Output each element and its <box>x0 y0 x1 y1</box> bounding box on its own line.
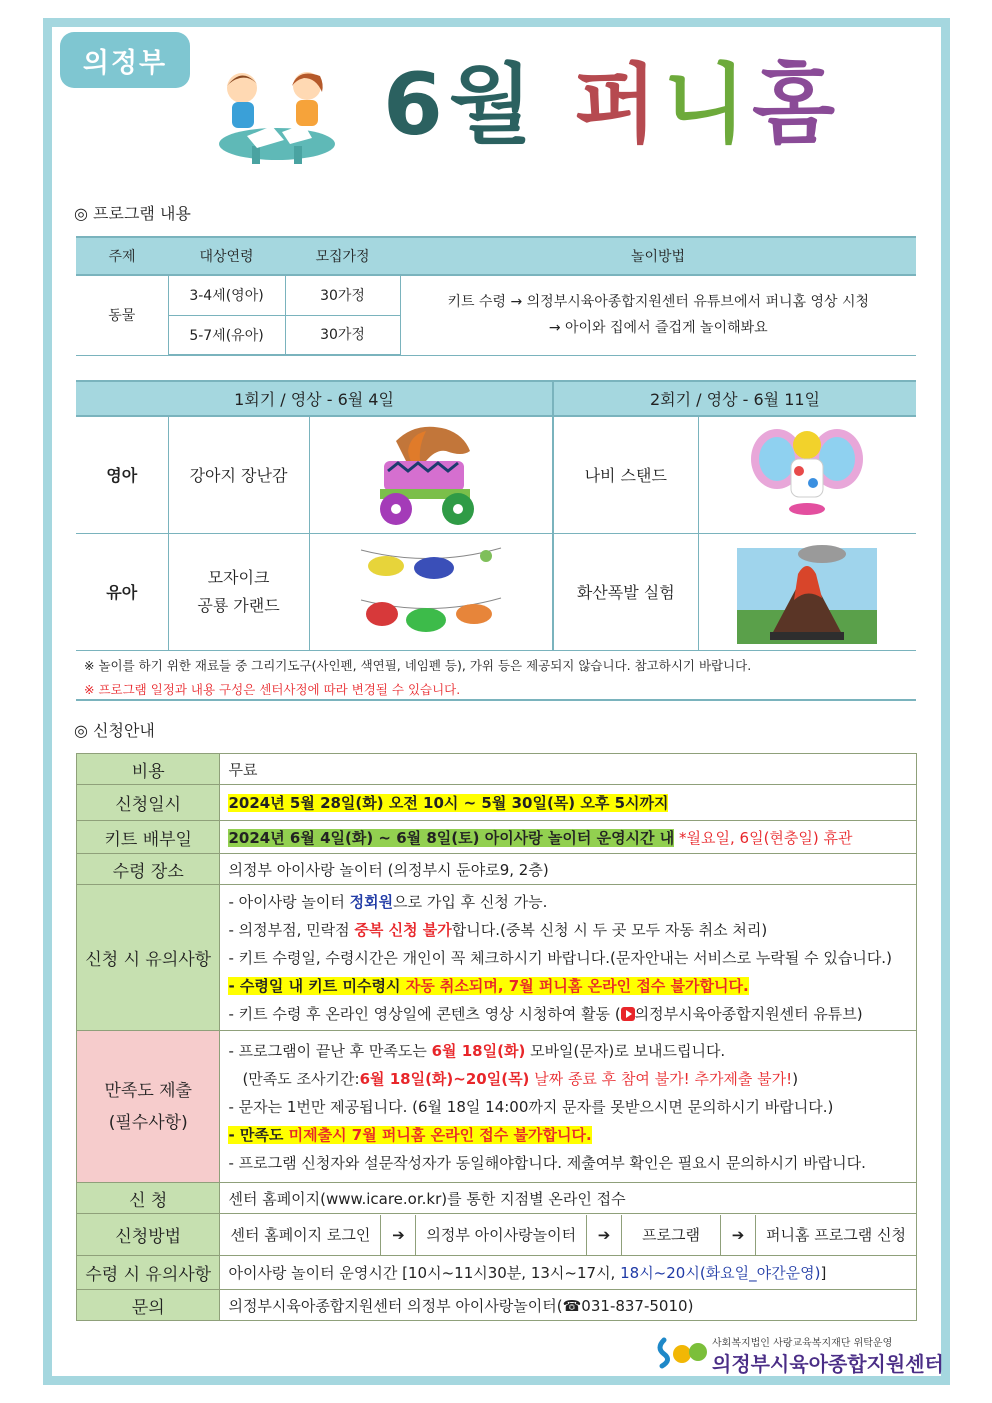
arrow-icon: ➔ <box>380 1215 416 1255</box>
receive-label: 수령 시 유의사항 <box>77 1256 220 1290</box>
families-cell: 30가정 <box>285 315 400 355</box>
apply-section-title: ◎ 신청안내 <box>74 721 155 740</box>
survey-text: - 만족도 <box>228 1125 289 1144</box>
caution-item: - 키트 수령일, 수령시간은 개인이 꼭 체크하시기 바랍니다.(문자안내는 서비스로 누락될 수 있습니다.) <box>228 948 892 967</box>
survey-text: - 프로그램이 끝난 후 만족도는 <box>228 1041 432 1060</box>
caution-text: - 키트 수령 후 온라인 영상일에 콘텐츠 영상 시청하여 활동 ( <box>228 1004 621 1023</box>
survey-text: ) <box>792 1069 799 1088</box>
receive-value <box>220 1256 917 1290</box>
footer-operator: 사회복지법인 사랑교육복지재단 위탁운영 <box>712 1338 893 1349</box>
date-text: 2024년 5월 28일(화) 오전 10시 ~ 5월 30일(목) 오후 5시까지 <box>228 794 669 812</box>
apply-label: 신 청 <box>77 1183 220 1214</box>
caution-emph: 정회원 <box>349 892 394 911</box>
survey-item: - 프로그램 신청자와 설문작성자가 동일해야합니다. 제출여부 확인은 필요시 문의하시기 바랍니다. <box>228 1153 866 1172</box>
program-section-title: ◎ 프로그램 내용 <box>74 204 191 223</box>
survey-emph: 미제출시 7월 퍼니홈 온라인 접수 불가합니다. <box>288 1125 592 1144</box>
program-table <box>76 236 916 356</box>
toddler-session-1-line-1: 모자이크 <box>207 567 270 587</box>
title-char-3: 홈 <box>752 55 842 155</box>
survey-emph: 6월 18일(화) <box>431 1041 526 1060</box>
apply-value: 센터 홈페이지(www.icare.or.kr)를 통한 지점별 온라인 접수 <box>220 1183 917 1214</box>
kit-closed-note: *월요일, 6일(현충일) 휴관 <box>674 828 853 847</box>
receive-emph: 18시~20시(화요일_야간운영) <box>620 1264 821 1282</box>
kit-value <box>220 821 917 854</box>
survey-text: (만족도 조사기간: <box>242 1069 360 1088</box>
toddler-session-1-line-2: 공룡 가랜드 <box>197 595 280 615</box>
session-2-header: 2회기 / 영상 - 6월 11일 <box>553 381 916 416</box>
place-value: 의정부 아이사랑 놀이터 (의정부시 둔야로9, 2층) <box>220 854 917 885</box>
col-theme: 주제 <box>76 237 168 275</box>
infant-label: 영아 <box>76 416 168 533</box>
contact-value: 의정부시육아종합지원센터 의정부 아이사랑놀이터(☎031-837-5010) <box>220 1290 917 1321</box>
survey-highlight <box>228 1126 591 1144</box>
receive-text: ] <box>820 1264 827 1282</box>
main-title <box>383 55 842 155</box>
survey-item <box>228 1037 908 1065</box>
infant-session-2: 나비 스탠드 <box>553 416 698 533</box>
caution-item <box>228 1000 908 1028</box>
method-line-2: → 아이와 집에서 즐겁게 놀이해봐요 <box>548 320 768 337</box>
method-label: 신청방법 <box>77 1214 220 1256</box>
footer-center-name: 의정부시육아종합지원센터 <box>712 1352 944 1376</box>
arrow-icon: ➔ <box>586 1215 622 1255</box>
youtube-icon <box>621 1007 635 1021</box>
infant-session-1: 강아지 장난감 <box>168 416 309 533</box>
col-families: 모집가정 <box>285 237 400 275</box>
materials-note: ※ 놀이를 하기 위한 재료들 중 그리기도구(사인펜, 색연필, 네임펜 등), 가위 등은 제공되지 않습니다. 참고하시기 바랍니다. <box>84 658 752 673</box>
cost-value: 무료 <box>220 754 917 785</box>
caution-item <box>228 972 908 1000</box>
survey-text: 모바일(문자)로 보내드립니다. <box>525 1041 726 1060</box>
survey-emph: 6월 18일(화)~20일(목) <box>359 1069 530 1088</box>
butterfly-stand-image <box>698 416 916 533</box>
dino-garland-image <box>309 533 553 650</box>
survey-label-line-1: 만족도 제출 <box>104 1080 192 1101</box>
title-month: 6월 <box>383 55 574 155</box>
toddler-label: 유아 <box>76 533 168 650</box>
contact-label: 문의 <box>77 1290 220 1321</box>
survey-item: - 문자는 1번만 제공됩니다. (6월 18일 14:00까지 문자를 못받으시면 문의하시기 바랍니다.) <box>228 1097 834 1116</box>
cost-label: 비용 <box>77 754 220 785</box>
step-playground: 의정부 아이사랑놀이터 <box>426 1226 577 1244</box>
volcano-image <box>698 533 916 650</box>
region-badge: 의정부 <box>60 32 190 88</box>
step-login: 센터 홈페이지 로그인 <box>230 1226 371 1244</box>
kids-illustration <box>212 66 342 166</box>
apply-table <box>76 753 917 1321</box>
survey-label <box>77 1031 220 1183</box>
col-age: 대상연령 <box>168 237 285 275</box>
section-divider <box>76 699 916 701</box>
step-funnyhome: 퍼니홈 프로그램 신청 <box>766 1226 906 1244</box>
caution-text: 으로 가입 후 신청 가능. <box>393 892 548 911</box>
date-label: 신청일시 <box>77 785 220 821</box>
caution-item <box>228 888 908 916</box>
theme-cell: 동물 <box>76 275 168 355</box>
caution-emph: 자동 취소되며, 7월 퍼니홈 온라인 접수 불가합니다. <box>405 976 749 995</box>
toddler-session-2: 화산폭발 실험 <box>553 533 698 650</box>
survey-label-line-2: (필수사항) <box>108 1112 188 1133</box>
caution-text: 합니다.(중복 신청 시 두 곳 모두 자동 취소 처리) <box>451 920 768 939</box>
method-cell <box>400 275 916 355</box>
caution-highlight <box>228 977 748 995</box>
col-method: 놀이방법 <box>400 237 916 275</box>
title-char-1: 퍼 <box>573 55 663 155</box>
caution-emph: 중복 신청 불가 <box>354 920 452 939</box>
caution-list <box>220 885 917 1031</box>
method-steps <box>220 1214 917 1256</box>
age-cell: 3-4세(영아) <box>168 275 285 315</box>
sessions-table <box>76 380 916 651</box>
toddler-session-1 <box>168 533 309 650</box>
arrow-icon: ➔ <box>720 1215 756 1255</box>
caution-text: - 아이사랑 놀이터 <box>228 892 350 911</box>
families-cell: 30가정 <box>285 275 400 315</box>
survey-emph: 날짜 종료 후 참여 불가! 추가제출 불가! <box>529 1069 793 1088</box>
caution-text: - 수령일 내 키트 미수령시 <box>228 976 406 995</box>
method-line-1: 키트 수령 → 의정부시육아종합지원센터 유튜브에서 퍼니홈 영상 시청 <box>447 294 870 311</box>
schedule-change-note: ※ 프로그램 일정과 내용 구성은 센터사정에 따라 변경될 수 있습니다. <box>84 682 461 697</box>
date-value <box>220 785 917 821</box>
dog-toy-image <box>309 416 553 533</box>
caution-text: - 의정부점, 민락점 <box>228 920 355 939</box>
place-label: 수령 장소 <box>77 854 220 885</box>
age-cell: 5-7세(유아) <box>168 315 285 355</box>
survey-list <box>220 1031 917 1183</box>
kit-label: 키트 배부일 <box>77 821 220 854</box>
step-program: 프로그램 <box>642 1226 701 1244</box>
survey-item <box>228 1121 908 1149</box>
receive-text: 아이사랑 놀이터 운영시간 [10시~11시30분, 13시~17시, <box>228 1264 621 1282</box>
center-logo-icon <box>654 1334 710 1370</box>
caution-item <box>228 916 908 944</box>
title-char-2: 니 <box>662 55 753 155</box>
caution-label: 신청 시 유의사항 <box>77 885 220 1031</box>
kit-date: 2024년 6월 4일(화) ~ 6월 8일(토) 아이사랑 놀이터 운영시간 내 <box>228 828 675 847</box>
caution-text: 의정부시육아종합지원센터 유튜브) <box>634 1004 863 1023</box>
session-1-header: 1회기 / 영상 - 6월 4일 <box>76 381 553 416</box>
survey-item <box>228 1065 908 1093</box>
